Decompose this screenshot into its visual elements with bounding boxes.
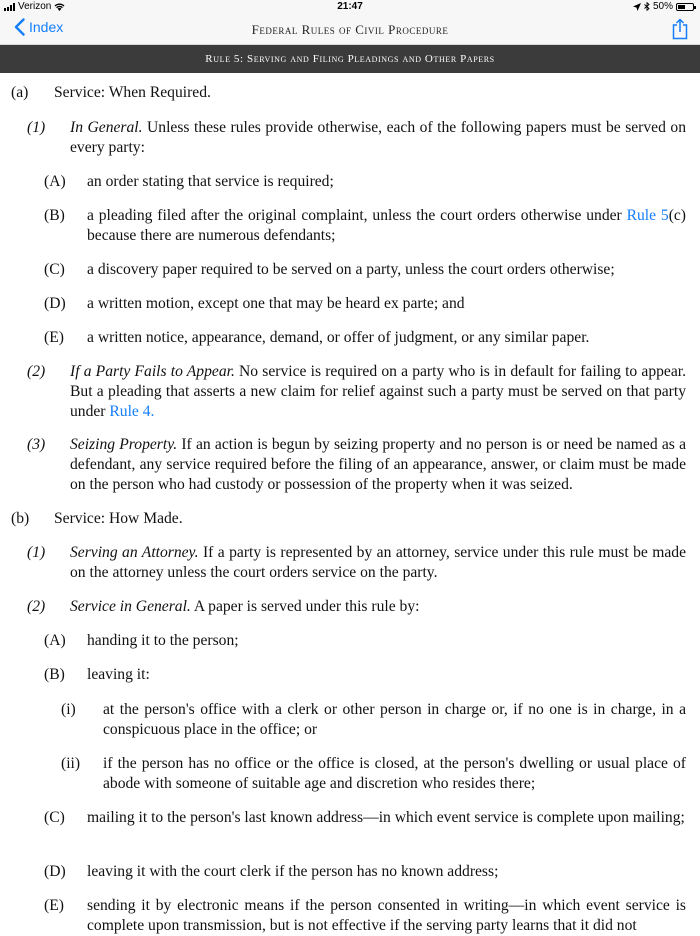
paragraph-label: (3) xyxy=(27,436,46,453)
subdivision-label: (b) xyxy=(11,510,30,527)
navigation-bar xyxy=(0,14,700,45)
item-label: (C) xyxy=(44,809,65,826)
battery-percent: 50% xyxy=(652,1,673,12)
subitem-text: at the person's office with a clerk or other person in charge or, if no one is in charge, in a conspicuous place in the office; or xyxy=(103,701,686,738)
item-label: (E) xyxy=(44,329,64,346)
status-bar xyxy=(0,0,700,14)
item-text: a written notice, appearance, demand, or offer of judgment, or any similar paper. xyxy=(87,329,590,346)
item-label: (B) xyxy=(44,207,65,224)
paragraph-text: Seizing Property. If an action is begun by seizing property and no person is or need be named as a defendant, any service required before the filing of an appearance, answer, or claim must be made on the person who had custody or possession of the property when it was seized. xyxy=(70,436,686,493)
item-text: a discovery paper required to be served on a party, unless the court orders otherwise; xyxy=(87,261,615,278)
paragraph-label: (2) xyxy=(27,363,46,380)
paragraph-label: (1) xyxy=(27,119,46,136)
item-label: (E) xyxy=(44,897,64,914)
subdivision-heading: Service: How Made. xyxy=(54,510,183,527)
paragraph-text: In General. Unless these rules provide otherwise, each of the following papers must be served on every party: xyxy=(70,119,687,156)
item-text: handing it to the person; xyxy=(87,632,239,649)
subdivision-label: (a) xyxy=(11,84,29,101)
subdivision-heading: Service: When Required. xyxy=(54,84,211,101)
nav-title: Federal Rules of Civil Procedure xyxy=(251,22,449,37)
item-label: (D) xyxy=(44,863,66,880)
item-text: leaving it with the court clerk if the person has no known address; xyxy=(87,863,499,880)
back-button-label: Index xyxy=(29,19,64,35)
rule-5-link[interactable]: Rule 5 xyxy=(626,207,669,224)
paragraph-text: Service in General. A paper is served under this rule by: xyxy=(70,598,420,615)
item-label: (D) xyxy=(44,295,66,312)
share-icon xyxy=(672,18,688,40)
item-text: a pleading filed after the original complaint, unless the court orders otherwise under Rule 5(c) because there are numerous defendants; xyxy=(87,207,686,244)
rule-4-link[interactable]: Rule 4. xyxy=(109,403,155,420)
paragraph-text: If a Party Fails to Appear. No service is required on a party who is in default for failing to appear. But a pleading that asserts a new claim for relief against such a party must be served on that party under Rule 4. xyxy=(70,363,686,420)
item-text: leaving it: xyxy=(87,666,150,683)
item-label: (B) xyxy=(44,666,65,683)
item-text: a written motion, except one that may be heard ex parte; and xyxy=(87,295,465,312)
location-arrow-icon xyxy=(633,3,641,11)
battery-fill xyxy=(678,5,685,9)
item-text: an order stating that service is required; xyxy=(87,173,334,190)
item-label: (A) xyxy=(44,173,66,190)
share-button[interactable] xyxy=(672,18,688,45)
paragraph-label: (1) xyxy=(27,544,46,561)
item-label: (C) xyxy=(44,261,65,278)
item-label: (A) xyxy=(44,632,66,649)
rule-header-bar: Rule 5: Serving and Filing Pleadings and Other Papers xyxy=(0,45,700,73)
paragraph-label: (2) xyxy=(27,598,46,615)
bluetooth-icon xyxy=(644,2,650,11)
item-text: sending it by electronic means if the person consented in writing—in which event service is complete upon transmission, but is not effective if the serving party learns that it did not xyxy=(87,897,686,934)
subitem-label: (i) xyxy=(61,701,76,718)
status-right xyxy=(633,1,694,12)
subitem-text: if the person has no office or the office is closed, at the person's dwelling or usual place of abode with someone of suitable age and discretion who resides there; xyxy=(103,755,686,792)
subitem-label: (ii) xyxy=(61,755,81,772)
carrier-name: Verizon xyxy=(18,1,52,12)
paragraph-text: Serving an Attorney. If a party is represented by an attorney, service under this rule must be made on the attorney unless the court orders service on the party. xyxy=(70,544,686,581)
item-text: mailing it to the person's last known address—in which event service is complete upon mailing; xyxy=(87,809,685,826)
battery-icon xyxy=(676,3,694,11)
status-time: 21:47 xyxy=(337,1,363,12)
